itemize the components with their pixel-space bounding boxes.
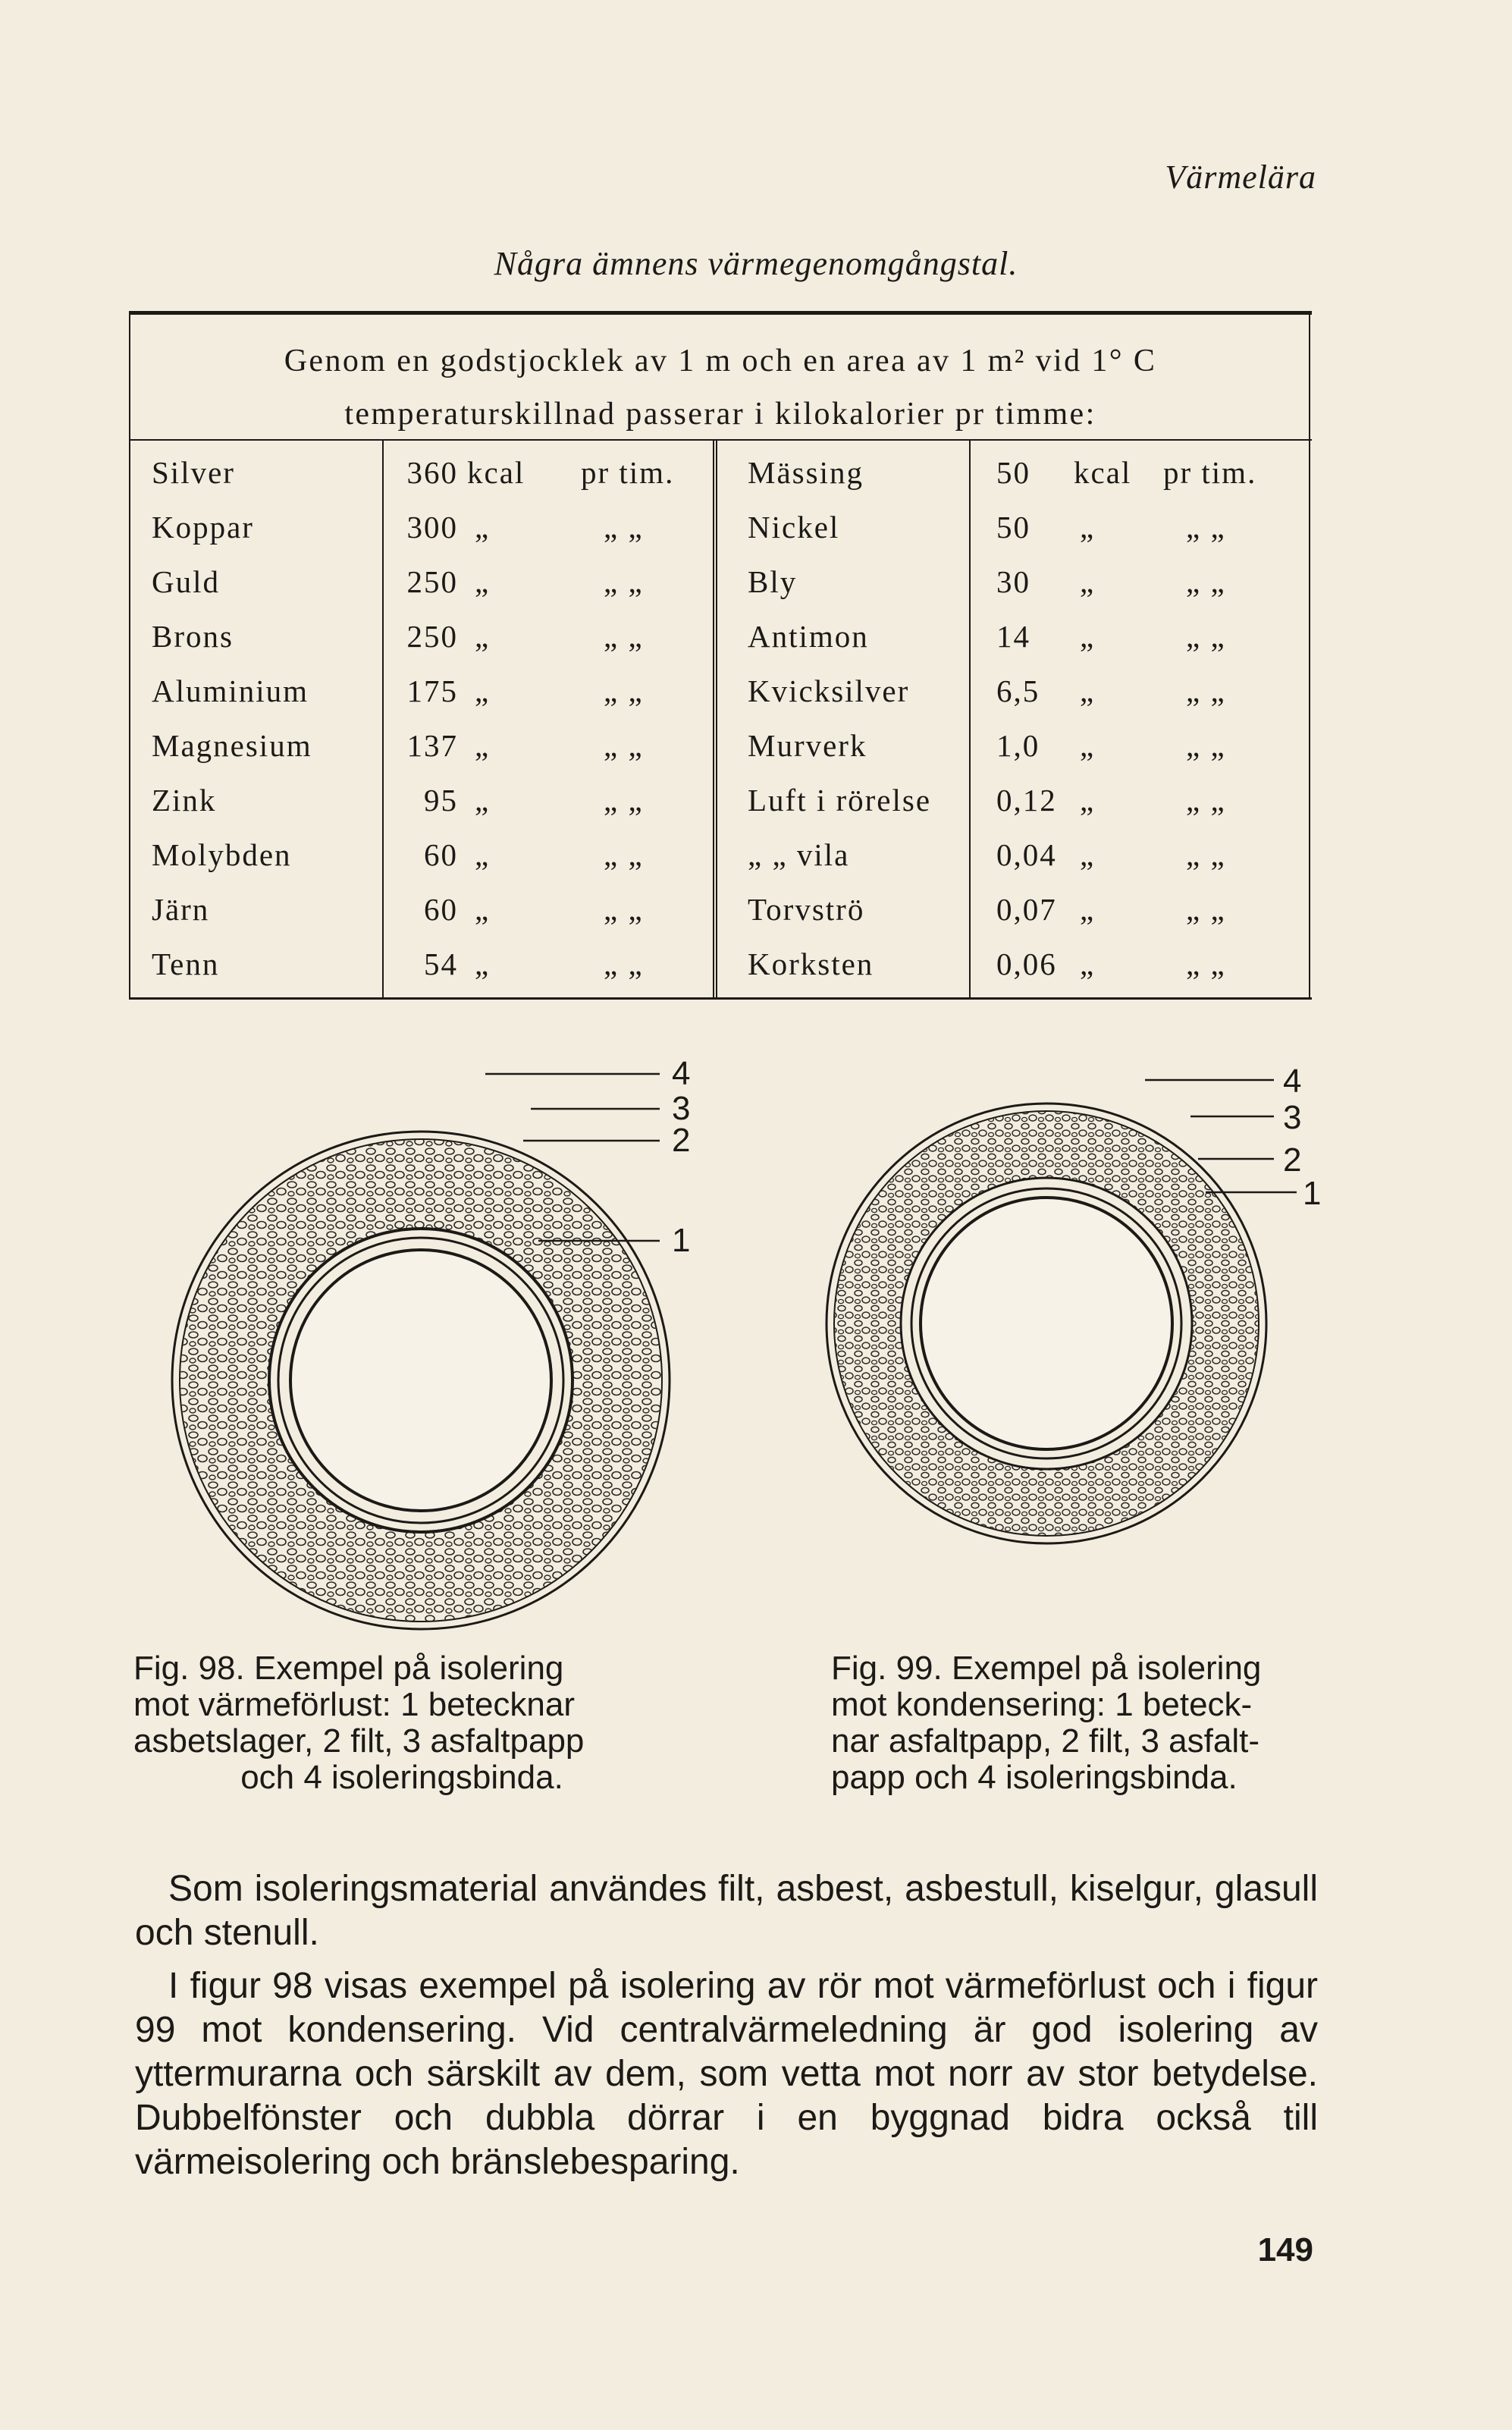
right-value: 0,06 — [996, 947, 1057, 981]
left-material: Magnesium — [152, 728, 312, 763]
right-unit-kcal: „ — [1080, 837, 1096, 872]
caption-line: och 4 isoleringsbinda. — [240, 1759, 563, 1796]
table-row — [129, 882, 1312, 937]
figure-98-caption — [133, 1650, 670, 1796]
left-value: 60 — [424, 837, 458, 872]
left-value: 60 — [424, 892, 458, 927]
pipe-wall-inner — [921, 1198, 1172, 1449]
caption-line: Fig. 99. Exempel på isolering — [831, 1650, 1262, 1687]
left-unit-per-hour: „ „ — [604, 564, 644, 599]
page-number: 149 — [1257, 2231, 1313, 2268]
right-unit-per-hour: „ „ — [1186, 728, 1226, 763]
left-unit-kcal: „ — [475, 728, 491, 763]
table-row — [129, 554, 1312, 609]
label-4: 4 — [1283, 1063, 1302, 1100]
left-unit-per-hour: „ „ — [604, 783, 644, 818]
right-value: 30 — [996, 564, 1030, 599]
left-material: Aluminium — [152, 673, 309, 708]
right-value: 50 — [996, 455, 1030, 490]
caption-line: Fig. 98. Exempel på isolering — [133, 1650, 564, 1687]
left-material: Zink — [152, 783, 217, 818]
table-row — [129, 827, 1312, 882]
right-value: 50 — [996, 510, 1030, 545]
left-unit-per-hour: „ „ — [604, 947, 644, 981]
right-material: Bly — [748, 564, 798, 599]
pipe-wall-inner — [290, 1250, 551, 1511]
right-unit-per-hour: „ „ — [1186, 673, 1226, 708]
label-1: 1 — [672, 1222, 691, 1259]
left-value: 175 — [406, 673, 458, 708]
right-unit-per-hour: „ „ — [1186, 947, 1226, 981]
left-material: Koppar — [152, 510, 254, 545]
left-material: Brons — [152, 619, 234, 654]
label-2: 2 — [1283, 1141, 1302, 1179]
right-material: Kvicksilver — [748, 673, 910, 708]
left-value: 95 — [424, 783, 458, 818]
right-unit-kcal: „ — [1080, 619, 1096, 654]
caption-line: asbetslager, 2 filt, 3 asfaltpapp — [133, 1722, 585, 1760]
table-row — [129, 500, 1312, 554]
right-unit-kcal: „ — [1080, 510, 1096, 545]
right-value: 1,0 — [996, 728, 1040, 763]
right-unit-per-hour: „ „ — [1186, 619, 1226, 654]
caption-line: mot värmeförlust: 1 betecknar — [133, 1686, 576, 1723]
running-head: Värmelära — [1165, 159, 1316, 196]
table-row — [129, 609, 1312, 664]
table-header-rule — [129, 439, 1312, 441]
left-value: 360 — [406, 455, 458, 490]
body-text — [135, 1867, 1318, 2193]
right-material: „ „ vila — [748, 837, 850, 872]
right-unit-kcal: „ — [1080, 947, 1096, 981]
figure-99-pipe-insulation — [804, 1062, 1335, 1578]
right-value: 14 — [996, 619, 1030, 654]
left-value: 250 — [406, 564, 458, 599]
left-unit-kcal: „ — [475, 837, 491, 872]
table-row — [129, 664, 1312, 718]
right-unit-per-hour: „ „ — [1186, 892, 1226, 927]
figure-99-caption — [831, 1650, 1316, 1796]
table-title: Några ämnens värmegenomgångstal. — [494, 245, 1018, 282]
table-caption — [129, 334, 1312, 441]
label-2: 2 — [672, 1122, 691, 1159]
left-material: Järn — [152, 892, 210, 927]
table-caption-line2: temperaturskillnad passerar i kilokalorier pr timme: — [344, 397, 1096, 432]
caption-line: mot kondensering: 1 beteck- — [831, 1686, 1253, 1723]
left-material: Molybden — [152, 837, 292, 872]
conductivity-table — [129, 311, 1312, 1000]
right-unit-per-hour: „ „ — [1186, 783, 1226, 818]
left-material: Tenn — [152, 947, 220, 981]
right-material: Torvströ — [748, 892, 865, 927]
left-material: Guld — [152, 564, 220, 599]
left-value: 137 — [406, 728, 458, 763]
table-row — [129, 445, 1312, 500]
right-unit-per-hour: „ „ — [1186, 837, 1226, 872]
right-unit-per-hour: „ „ — [1186, 564, 1226, 599]
right-unit-kcal: „ — [1080, 673, 1096, 708]
left-unit-per-hour: „ „ — [604, 673, 644, 708]
left-unit-kcal: „ — [475, 947, 491, 981]
left-material: Silver — [152, 455, 235, 490]
figure-98-pipe-insulation — [129, 1047, 736, 1638]
label-3: 3 — [672, 1090, 691, 1127]
right-unit-kcal: „ — [1080, 564, 1096, 599]
left-unit-kcal: „ — [475, 673, 491, 708]
left-unit-per-hour: „ „ — [604, 837, 644, 872]
right-unit-kcal: „ — [1080, 892, 1096, 927]
right-unit-per-hour: „ „ — [1186, 510, 1226, 545]
left-unit-kcal: „ — [475, 783, 491, 818]
left-value: 300 — [406, 510, 458, 545]
right-material: Antimon — [748, 619, 869, 654]
left-unit-kcal: „ — [475, 564, 491, 599]
right-value: 0,12 — [996, 783, 1057, 818]
left-unit-kcal: kcal — [467, 455, 525, 490]
table-row — [129, 773, 1312, 827]
table-caption-line1: Genom en godstjocklek av 1 m och en area av 1 m² vid 1° C — [284, 344, 1157, 378]
label-1: 1 — [1303, 1175, 1322, 1212]
right-material: Nickel — [748, 510, 840, 545]
left-value: 250 — [406, 619, 458, 654]
left-value: 54 — [424, 947, 458, 981]
right-material: Mässing — [748, 455, 864, 490]
left-unit-kcal: „ — [475, 619, 491, 654]
label-3: 3 — [1283, 1099, 1302, 1136]
right-unit-kcal: kcal — [1074, 455, 1132, 490]
left-unit-kcal: „ — [475, 892, 491, 927]
right-material: Korksten — [748, 947, 874, 981]
right-unit-kcal: „ — [1080, 783, 1096, 818]
caption-line: nar asfaltpapp, 2 filt, 3 asfalt- — [831, 1722, 1259, 1760]
table-row — [129, 937, 1312, 991]
left-unit-per-hour: pr tim. — [581, 455, 675, 490]
right-unit-kcal: „ — [1080, 728, 1096, 763]
right-material: Luft i rörelse — [748, 783, 932, 818]
caption-line: papp och 4 isoleringsbinda. — [831, 1759, 1238, 1796]
right-value: 0,07 — [996, 892, 1057, 927]
label-4: 4 — [672, 1055, 691, 1092]
right-value: 6,5 — [996, 673, 1040, 708]
paragraph-1: Som isoleringsmaterial användes filt, asbest, asbestull, kiselgur, glasull och stenull. — [135, 1869, 1318, 1953]
left-unit-kcal: „ — [475, 510, 491, 545]
table-row — [129, 718, 1312, 773]
right-material: Murverk — [748, 728, 867, 763]
paragraph-2: I figur 98 visas exempel på isolering av rör mot värmeförlust och i figur 99 mot kondensering. Vid centralvärmeledning är god isolering av yttermurarna och särskilt av dem, som vetta mot norr av stor betydelse. Dubbelfönster och dubbla dörrar i en byggnad bidra också till värmeisolering och bränslebesparing. — [135, 1966, 1318, 2182]
right-value: 0,04 — [996, 837, 1057, 872]
left-unit-per-hour: „ „ — [604, 892, 644, 927]
right-unit-per-hour: pr tim. — [1163, 455, 1257, 490]
left-unit-per-hour: „ „ — [604, 510, 644, 545]
left-unit-per-hour: „ „ — [604, 728, 644, 763]
left-unit-per-hour: „ „ — [604, 619, 644, 654]
